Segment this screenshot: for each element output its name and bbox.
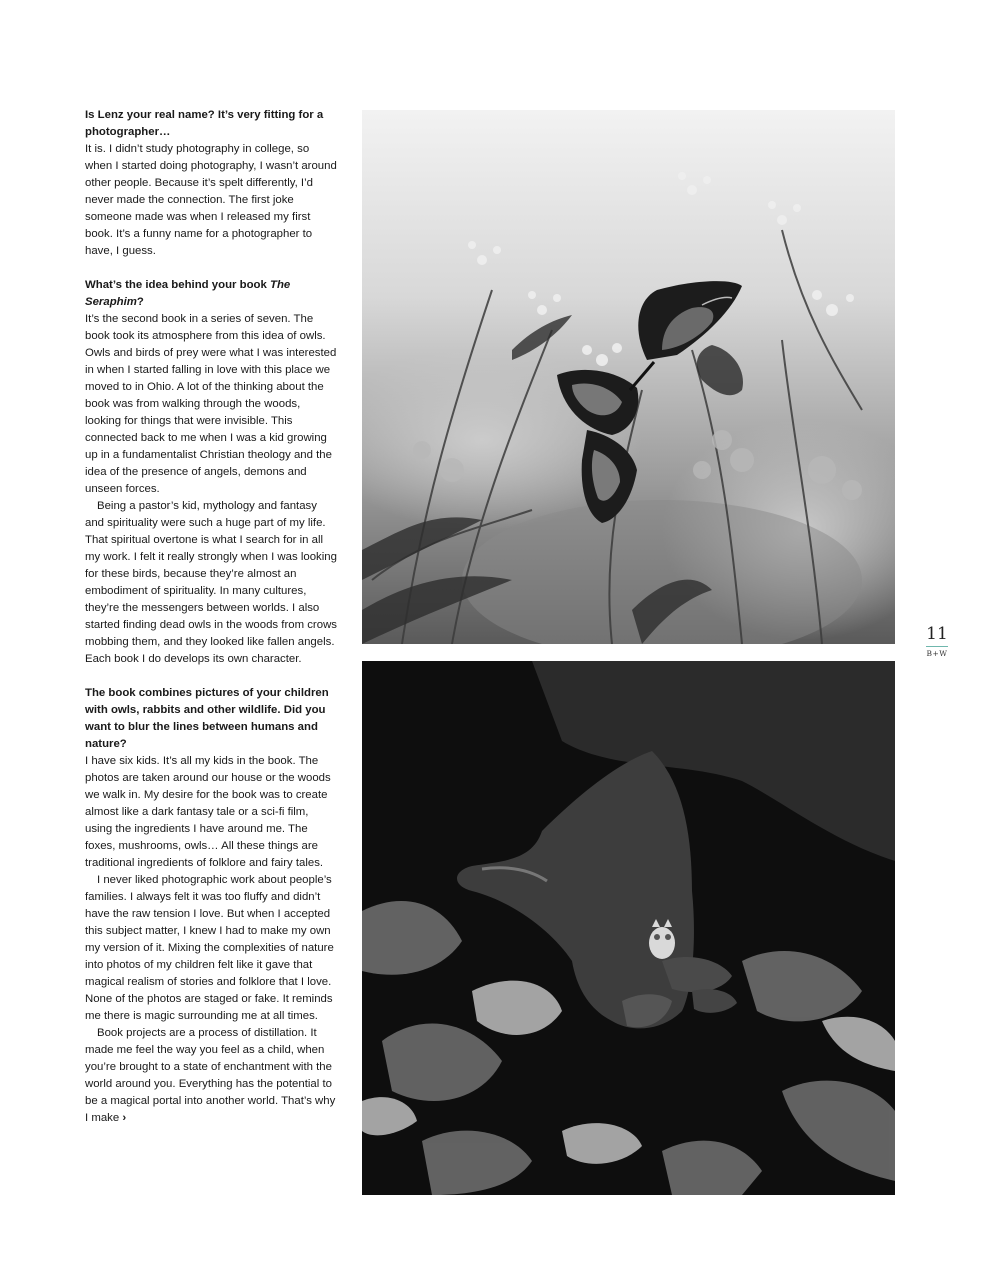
answer-3-paragraph-3-text: Book projects are a process of distillation. It made me feel the way you feel as a child, when you’re brought to a state of enchantment with the world around you. Everything has the potential to be a magical portal into another world. That’s why I make [85,1027,336,1124]
question-2-prefix: What’s the idea behind your book [85,279,267,291]
page-folio [924,624,950,658]
butterfly-photo-image [362,110,895,644]
qa-section-2 [85,277,337,668]
qa-section-1 [85,107,337,260]
hand-photo-image [362,661,895,1195]
answer-3-paragraph-3 [85,1025,337,1127]
answer-3-paragraph-2: I never liked photographic work about people’s families. I always felt it was too fluffy and didn’t have the raw tension I love. But when I accepted this subject matter, I knew I had to make my own my version of it. Mixing the complexities of nature into photos of my children felt like it gave that magical realism of stories and folklore that I love. None of the photos are staged or fake. It reminds me there is magic surrounding me at all times. [85,874,334,1022]
page-number: 11 [926,624,948,644]
question-2 [85,277,337,311]
qa-section-3 [85,685,337,1127]
folio-rule [926,646,948,647]
article-text-column [85,107,337,1144]
answer-3-paragraph-1: I have six kids. It’s all my kids in the book. The photos are taken around our house or the woods we walk in. My desire for the book was to create almost like a dark fantasy tale or a sci-fi film, using the ingredients I have around me. The foxes, mushrooms, owls… All these things are traditional ingredients of folklore and fairy tales. [85,755,331,869]
answer-2-paragraph-1: It’s the second book in a series of seven. The book took its atmosphere from this idea of owls. Owls and birds of prey were what I was interested in when I started falling in love with this place we moved to in Ohio. A lot of the thinking about the book was from walking through the woods, looking for things that were invisible. This connected back to me when I was a kid growing up in a fundamentalist Christian theology and the idea of the presence of angels, demons and unseen forces. [85,313,337,495]
magazine-brand: B+W [926,649,948,658]
continue-arrow-icon: › [122,1112,127,1124]
question-1: Is Lenz your real name? It’s very fitting for a photographer… [85,109,324,138]
book-title: The Seraphim [85,279,291,308]
hand-photo [362,661,895,1195]
butterfly-photo [362,110,895,644]
answer-2-paragraph-2: Being a pastor’s kid, mythology and fantasy and spirituality were such a huge part of my life. That spiritual overtone is what I search for in all my work. I felt it really strongly when I was looking for these birds, because they’re almost an embodiment of spirituality. In many cultures, they’re the messengers between worlds. I also started finding dead owls in the woods from crows mobbing them, and they looked like fallen angels. Each book I do develops its own character. [85,500,337,665]
question-3: The book combines pictures of your children with owls, rabbits and other wildlife. Did you want to blur the lines between humans and nature? [85,687,329,750]
answer-1-paragraph-1: It is. I didn’t study photography in college, so when I started doing photography, I wasn’t around other people. Because it’s spelt differently, I’d never made the connection. The first joke someone made was when I released my first book. It’s a funny name for a photographer to have, I guess. [85,143,337,257]
question-2-suffix: ? [136,296,144,308]
